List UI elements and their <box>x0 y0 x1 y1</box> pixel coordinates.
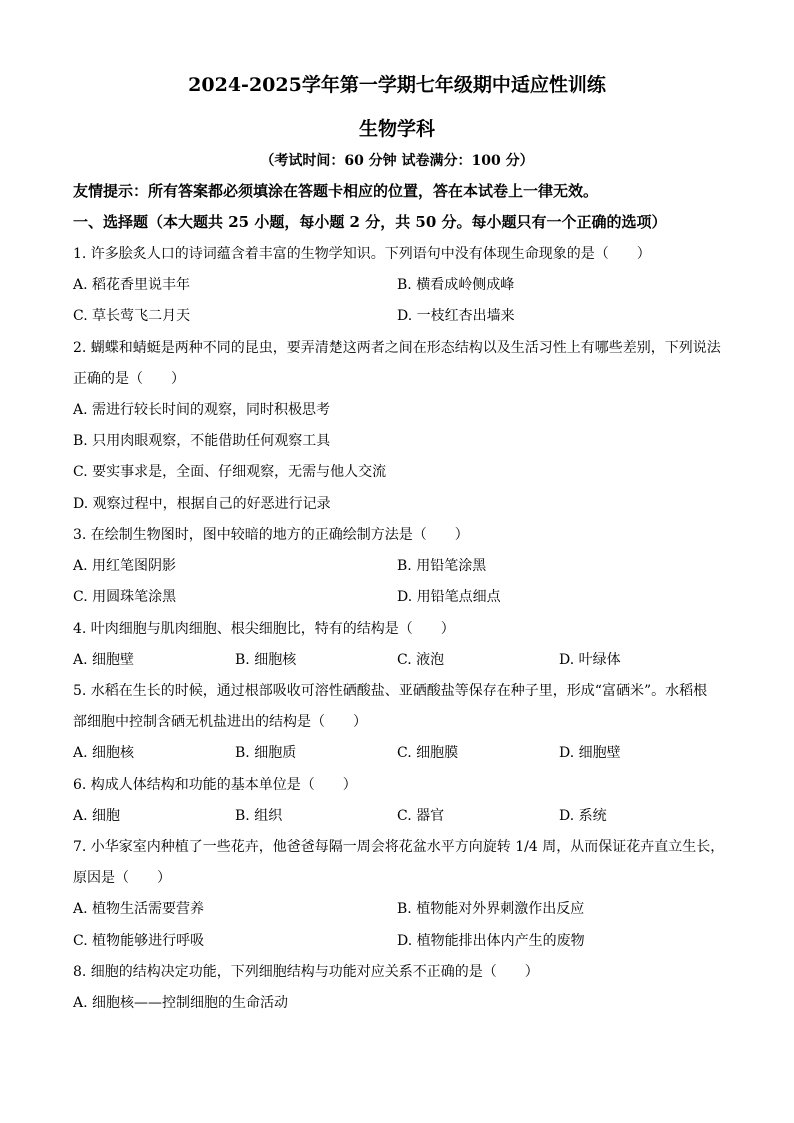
question-3-stem: 3. 在绘制生物图时，图中较暗的地方的正确绘制方法是（ ） <box>73 527 469 543</box>
exam-info: （考试时间：60 分钟 试卷满分：100 分） <box>260 153 534 169</box>
subject-title: 生物学科 <box>358 118 435 140</box>
question-1-stem: 1. 许多脍炙人口的诗词蕴含着丰富的生物学知识。下列语句中没有体现生命现象的是（ ） <box>73 246 651 262</box>
question-7-option-b: B. 植物能对外界刺激作出反应 <box>397 901 585 917</box>
exam-title: 2024-2025学年第一学期七年级期中适应性训练 <box>188 74 606 96</box>
question-2-option-a: A. 需进行较长时间的观察，同时积极思考 <box>73 402 331 418</box>
question-3-option-a: A. 用红笔图阴影 <box>73 558 177 574</box>
question-3-option-d: D. 用铅笔点细点 <box>397 589 501 605</box>
question-6-option-a: A. 细胞 <box>73 808 121 824</box>
question-7-option-c: C. 植物能够进行呼吸 <box>73 933 205 949</box>
question-6-stem: 6. 构成人体结构和功能的基本单位是（ ） <box>73 777 357 793</box>
question-4-option-a: A. 细胞壁 <box>73 652 135 668</box>
question-7-option-a: A. 植物生活需要营养 <box>73 901 205 917</box>
question-3-option-b: B. 用铅笔涂黑 <box>397 558 487 574</box>
notice: 友情提示：所有答案都必须填涂在答题卡相应的位置，答在本试卷上一律无效。 <box>73 182 599 200</box>
question-5-stem-line2: 部细胞中控制含硒无机盐进出的结构是（ ） <box>73 714 367 730</box>
question-2-stem-line1: 2. 蝴蝶和蜻蜓是两种不同的昆虫，要弄清楚这两者之间在形态结构以及生活习性上有哪些差别，下列说法 <box>73 340 721 356</box>
question-5-option-d: D. 细胞壁 <box>559 745 621 761</box>
question-4-option-d: D. 叶绿体 <box>559 652 621 668</box>
question-4-option-c: C. 液泡 <box>397 652 445 668</box>
question-6-option-d: D. 系统 <box>559 808 607 824</box>
question-6-option-b: B. 组织 <box>235 808 283 824</box>
question-4-option-b: B. 细胞核 <box>235 652 297 668</box>
question-5-option-b: B. 细胞质 <box>235 745 297 761</box>
question-7-option-d: D. 植物能排出体内产生的废物 <box>397 933 585 949</box>
question-7-stem-line2: 原因是（ ） <box>73 870 171 886</box>
question-8-stem: 8. 细胞的结构决定功能，下列细胞结构与功能对应关系不正确的是（ ） <box>73 964 539 980</box>
question-2-option-c: C. 要实事求是，全面、仔细观察，无需与他人交流 <box>73 464 387 480</box>
question-7-stem-line1: 7. 小华家室内种植了一些花卉，他爸爸每隔一周会将花盆水平方向旋转 1/4 周，从而保证花卉直立生长， <box>73 839 725 855</box>
question-2-option-b: B. 只用肉眼观察，不能借助任何观察工具 <box>73 433 331 449</box>
question-8-option-a: A. 细胞核——控制细胞的生命活动 <box>73 995 289 1011</box>
question-2-option-d: D. 观察过程中，根据自己的好恶进行记录 <box>73 496 331 512</box>
question-1-option-c: C. 草长莺飞二月天 <box>73 308 191 324</box>
question-5-option-c: C. 细胞膜 <box>397 745 459 761</box>
question-1-option-b: B. 横看成岭侧成峰 <box>397 277 515 293</box>
question-3-option-c: C. 用圆珠笔涂黑 <box>73 589 177 605</box>
question-1-option-d: D. 一枝红杏出墙来 <box>397 308 515 324</box>
question-1-option-a: A. 稻花香里说丰年 <box>73 277 191 293</box>
question-6-option-c: C. 器官 <box>397 808 445 824</box>
section-heading: 一、选择题（本大题共 25 小题，每小题 2 分，共 50 分。每小题只有一个正确的选项） <box>73 213 667 231</box>
question-5-option-a: A. 细胞核 <box>73 745 135 761</box>
question-4-stem: 4. 叶肉细胞与肌肉细胞、根尖细胞比，特有的结构是（ ） <box>73 621 455 637</box>
question-5-stem-line1: 5. 水稻在生长的时候，通过根部吸收可溶性硒酸盐、亚硒酸盐等保存在种子里，形成“富硒米”。水稻根 <box>73 683 708 699</box>
question-2-stem-line2: 正确的是（ ） <box>73 371 185 387</box>
